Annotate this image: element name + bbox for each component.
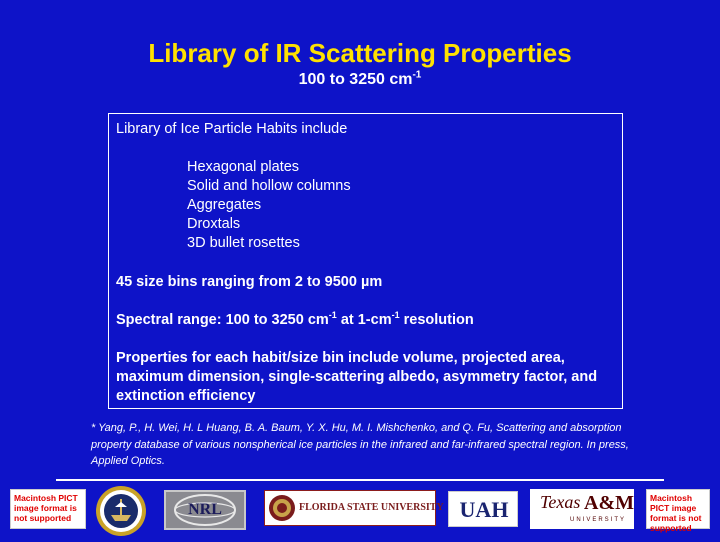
content-box [108, 113, 623, 409]
nrl-logo [164, 490, 246, 530]
spectral-range-text [116, 312, 474, 328]
slide-subtitle [0, 71, 720, 89]
spectral-part-c: resolution [399, 312, 474, 328]
texas-am-logo [530, 489, 634, 529]
fsu-logo [264, 490, 444, 526]
fsu-logo-text: FLORIDA STATE UNIVERSITY [299, 502, 444, 513]
habit-item: Aggregates [187, 197, 262, 213]
habit-item: Droxtals [187, 216, 241, 232]
navy-seal-logo [95, 485, 147, 537]
habit-item: Solid and hollow columns [187, 178, 351, 194]
subtitle-text: 100 to 3250 cm [298, 71, 413, 88]
texas-am-texas-text: Texas [540, 492, 581, 512]
spectral-sup-2: -1 [391, 310, 400, 321]
divider-line [56, 479, 664, 481]
size-bins-text: 45 size bins ranging from 2 to 9500 µm [116, 274, 383, 290]
uah-logo [448, 491, 518, 527]
spectral-part-b: at 1-cm [336, 312, 392, 328]
navy-seal-icon [95, 485, 147, 537]
pict-placeholder-left: Macintosh PICT image format is not supported [10, 489, 86, 529]
texas-am-university-text: UNIVERSITY [570, 517, 627, 523]
subtitle-superscript: -1 [412, 69, 422, 81]
habits-intro: Library of Ice Particle Habits include [116, 121, 348, 137]
pict-placeholder-right: Macintosh PICT image format is not supported [646, 489, 710, 529]
slide-title: Library of IR Scattering Properties [148, 38, 572, 68]
habit-item: 3D bullet rosettes [187, 235, 300, 251]
nrl-logo-text: NRL [188, 501, 222, 518]
properties-text: Properties for each habit/size bin include volume, projected area, maximum dimension, single-scattering albedo, asymmetry factor, and extinction efficiency [116, 350, 598, 404]
spectral-part-a: Spectral range: 100 to 3250 cm [116, 312, 329, 328]
habit-item: Hexagonal plates [187, 159, 300, 175]
texas-am-am-text: A&M [584, 492, 634, 514]
spectral-sup-1: -1 [328, 310, 337, 321]
uah-logo-text: UAH [459, 497, 509, 522]
reference-citation: * Yang, P., H. Wei, H. L Huang, B. A. Baum, Y. X. Hu, M. I. Mishchenko, and Q. Fu, Scattering and absorption property database of various nonspherical ice particles in the infrared and far-infrared spectral region. In press, Applied Optics. [91, 422, 629, 467]
fsu-seal-icon [268, 494, 296, 522]
